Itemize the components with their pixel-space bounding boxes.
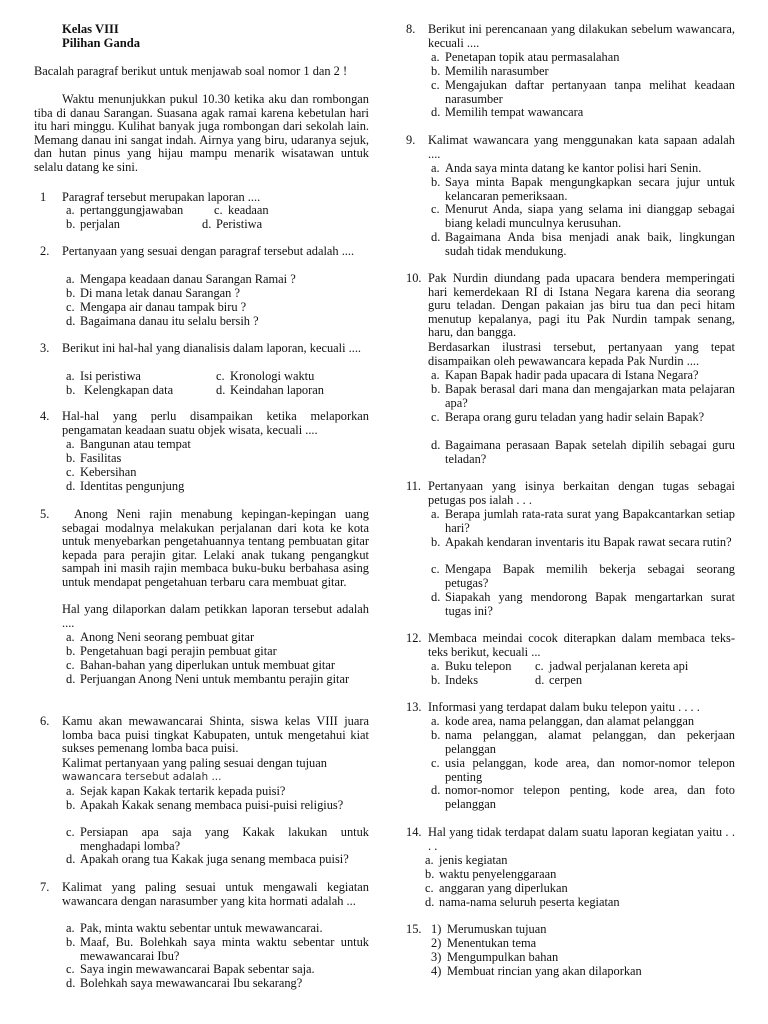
option-text: pertanggungjawaban (80, 203, 184, 217)
option-text: perjalan (80, 217, 120, 231)
question-number: 6. (40, 714, 50, 728)
question-stem: Kalimat wawancara yang menggunakan kata sapaan adalah .... (428, 133, 735, 161)
option-text: Kronologi waktu (230, 369, 315, 383)
option-label: d. (202, 217, 212, 231)
option-label: d. (535, 673, 545, 687)
question-stem: Pertanyaan yang isinya berkaitan dengan tugas sebagai petugas pos ialah . . . (428, 479, 735, 507)
option-label: a. (431, 659, 440, 673)
option-text: Buku telepon (445, 659, 512, 673)
question-10-prompt: Berdasarkan ilustrasi tersebut, pertanyaan yang tepat disampaikan oleh pewawancara kepada Pak Nurdin .... (428, 340, 735, 368)
question-number: 8. (406, 22, 416, 36)
question-number: 12. (406, 631, 422, 645)
question-stem: Paragraf tersebut merupakan laporan .... (62, 190, 261, 204)
reading-passage: Waktu menunjukkan pukul 10.30 ketika aku dan rombongan tiba di danau Sarangan. Suasana agak ramai karena kebetulan hari itu hari minggu. Kulihat banyak juga rombongan dari sekolah lain. Memang danau ini sangat indah. Airnya yang biru, udaranya sejuk, dan hutan pinus yang hijau mampu menarik wisatawan untuk selalu datang ke sini. (34, 92, 369, 174)
question-number: 11. (406, 479, 422, 493)
question-number: 13. (406, 700, 422, 714)
question-number: 9. (406, 133, 416, 147)
option-label: a. (66, 203, 75, 217)
option-text: Isi peristiwa (80, 369, 141, 383)
question-stem: Pak Nurdin diundang pada upacara bendera memperingati hari kemerdekaan RI di Istana Negara karena dia seorang guru teladan. Dengan pakaian jas biru tua dan peci hitam menutup kepalanya, pagi itu Pak Nurdin tampak senang, haru, dan bangga. (428, 271, 735, 340)
question-number: 7. (40, 880, 50, 894)
question-number: 3. (40, 341, 50, 355)
question-stem: Anong Neni rajin menabung kepingan-kepingan uang sebagai modalnya melakukan perjalanan dari kota ke kota untuk menyebarkan pengetahuannya tentang pembuatan gitar kepada para perajin gitar. Lelaki anak tukang pengangkut sampah ini masih rajin membaca buku-buku berbahasa asing untuk mendapat pengetahuan terbaru cara membuat gitar. (62, 507, 369, 589)
option-text: jadwal perjalanan kereta api (549, 659, 689, 673)
question-number: 14. (406, 825, 422, 839)
option-text: cerpen (549, 673, 583, 687)
option-text: Keindahan laporan (230, 383, 324, 397)
option-label: b. (66, 383, 76, 397)
question-stem: Hal yang tidak terdapat dalam suatu laporan kegiatan yaitu . . . . (428, 825, 735, 853)
option-label: c. (214, 203, 223, 217)
question-6-prompt-cont: wawancara tersebut adalah ... (62, 771, 222, 783)
option-label: d. (216, 383, 226, 397)
question-1-options (66, 204, 369, 232)
option-label: b. (431, 673, 441, 687)
option-text: Peristiwa (216, 217, 263, 231)
option-text: Indeks (445, 673, 479, 687)
question-stem: Hal-hal yang perlu disampaikan ketika melaporkan pengamatan keadaan suatu objek wisata, kecuali .... (62, 409, 369, 437)
question-5-prompt: Hal yang dilaporkan dalam petikkan laporan tersebut adalah .... (62, 602, 369, 630)
question-stem: Berikut ini perencanaan yang dilakukan sebelum wawancara, kecuali .... (428, 22, 735, 50)
question-number: 15. (406, 922, 422, 936)
question-number: 1 (40, 190, 47, 204)
option-label: b. (66, 217, 76, 231)
question-stem: Membaca meindai cocok diterapkan dalam membaca teks-teks berikut, kecuali ... (428, 631, 735, 659)
question-stem: Informasi yang terdapat dalam buku telepon yaitu . . . . (428, 700, 700, 714)
question-number: 2. (40, 244, 50, 258)
option-label: c. (216, 369, 225, 383)
option-label: a. (66, 369, 75, 383)
question-3-options (66, 370, 369, 398)
reading-instruction: Bacalah paragraf berikut untuk menjawab soal nomor 1 dan 2 ! (34, 64, 348, 78)
class-title: Kelas VIII (62, 22, 119, 36)
option-text: Kelengkapan data (84, 383, 174, 397)
option-text: keadaan (228, 203, 269, 217)
question-stem: Berikut ini hal-hal yang dianalisis dalam laporan, kecuali .... (62, 341, 362, 355)
question-number: 4. (40, 409, 50, 423)
question-stem: Kamu akan mewawancarai Shinta, siswa kelas VIII juara lomba baca puisi tingkat Kabupaten, untuk mengetahui kiat sukses pemenang lomba baca puisi. (62, 714, 369, 756)
question-number: 10. (406, 271, 422, 285)
question-stem: Pertanyaan yang sesuai dengan paragraf tersebut adalah .... (62, 244, 355, 258)
section-title: Pilihan Ganda (62, 36, 141, 50)
option-label: c. (535, 659, 544, 673)
question-12-options (431, 660, 735, 688)
question-number: 5. (40, 507, 50, 521)
question-stem: Kalimat yang paling sesuai untuk mengawali kegiatan wawancara dengan narasumber yang kita hormati adalah ... (62, 880, 369, 908)
question-6-prompt: Kalimat pertanyaan yang paling sesuai dengan tujuan (62, 756, 327, 770)
